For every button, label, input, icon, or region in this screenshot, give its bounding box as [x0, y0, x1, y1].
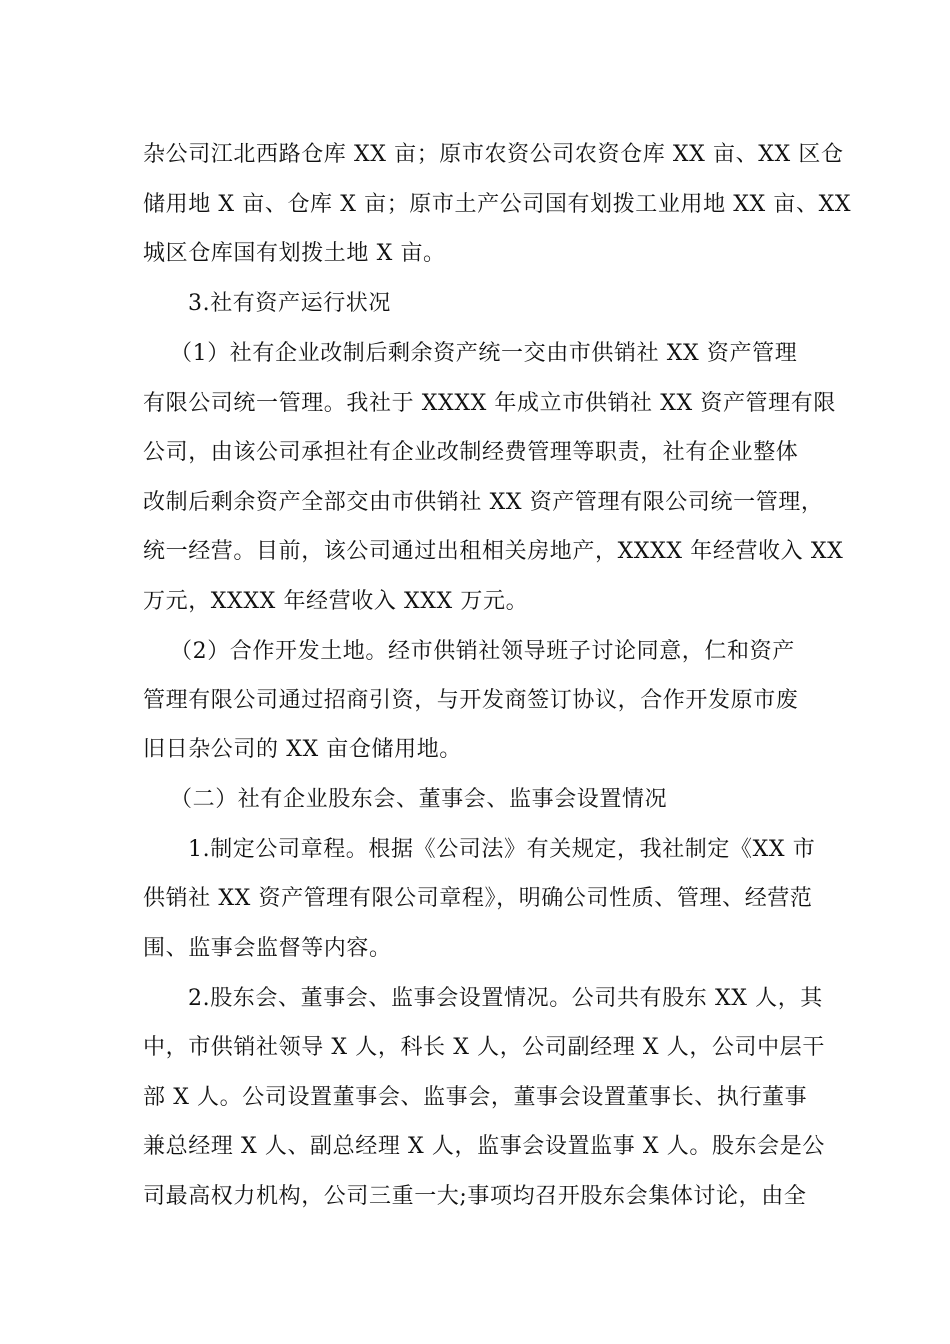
text-line: 公司，由该公司承担社有企业改制经费管理等职责，社有企业整体	[143, 440, 799, 465]
text-line: 1.制定公司章程。根据《公司法》有关规定，我社制定《XX 市	[188, 837, 816, 862]
text-line: （2）合作开发土地。经市供销社领导班子讨论同意，仁和资产	[170, 639, 795, 664]
text-line: 统一经营。目前，该公司通过出租相关房地产，XXXX 年经营收入 XX	[143, 539, 844, 564]
text-line: 城区仓库国有划拨土地 X 亩。	[143, 241, 446, 266]
section-heading: （二）社有企业股东会、董事会、监事会设置情况	[170, 787, 668, 812]
text-line: 中，市供销社领导 X 人，科长 X 人，公司副经理 X 人，公司中层干	[143, 1035, 825, 1060]
text-line: 兼总经理 X 人、副总经理 X 人，监事会设置监事 X 人。股东会是公	[143, 1134, 825, 1159]
text-line: 杂公司江北西路仓库 XX 亩；原市农资公司农资仓库 XX 亩、XX 区仓	[143, 142, 844, 167]
text-line: 供销社 XX 资产管理有限公司章程》，明确公司性质、管理、经营范	[143, 886, 813, 911]
text-line: 改制后剩余资产全部交由市供销社 XX 资产管理有限公司统一管理，	[143, 490, 824, 515]
text-line: 管理有限公司通过招商引资，与开发商签订协议，合作开发原市废	[143, 688, 799, 713]
text-line: 储用地 X 亩、仓库 X 亩；原市土产公司国有划拨工业用地 XX 亩、XX	[143, 192, 852, 217]
text-line: 万元，XXXX 年经营收入 XXX 万元。	[143, 589, 529, 614]
text-line: 司最高权力机构，公司三重一大;事项均召开股东会集体讨论，由全	[143, 1184, 807, 1209]
section-heading: 3.社有资产运行状况	[188, 291, 391, 316]
text-line: 有限公司统一管理。我社于 XXXX 年成立市供销社 XX 资产管理有限	[143, 391, 836, 416]
text-line: 部 X 人。公司设置董事会、监事会，董事会设置董事长、执行董事	[143, 1085, 808, 1110]
text-line: 2.股东会、董事会、监事会设置情况。公司共有股东 XX 人，其	[188, 986, 823, 1011]
text-line: 围、监事会监督等内容。	[143, 936, 392, 961]
text-line: 旧日杂公司的 XX 亩仓储用地。	[143, 737, 462, 762]
text-line: （1）社有企业改制后剩余资产统一交由市供销社 XX 资产管理	[170, 341, 798, 366]
